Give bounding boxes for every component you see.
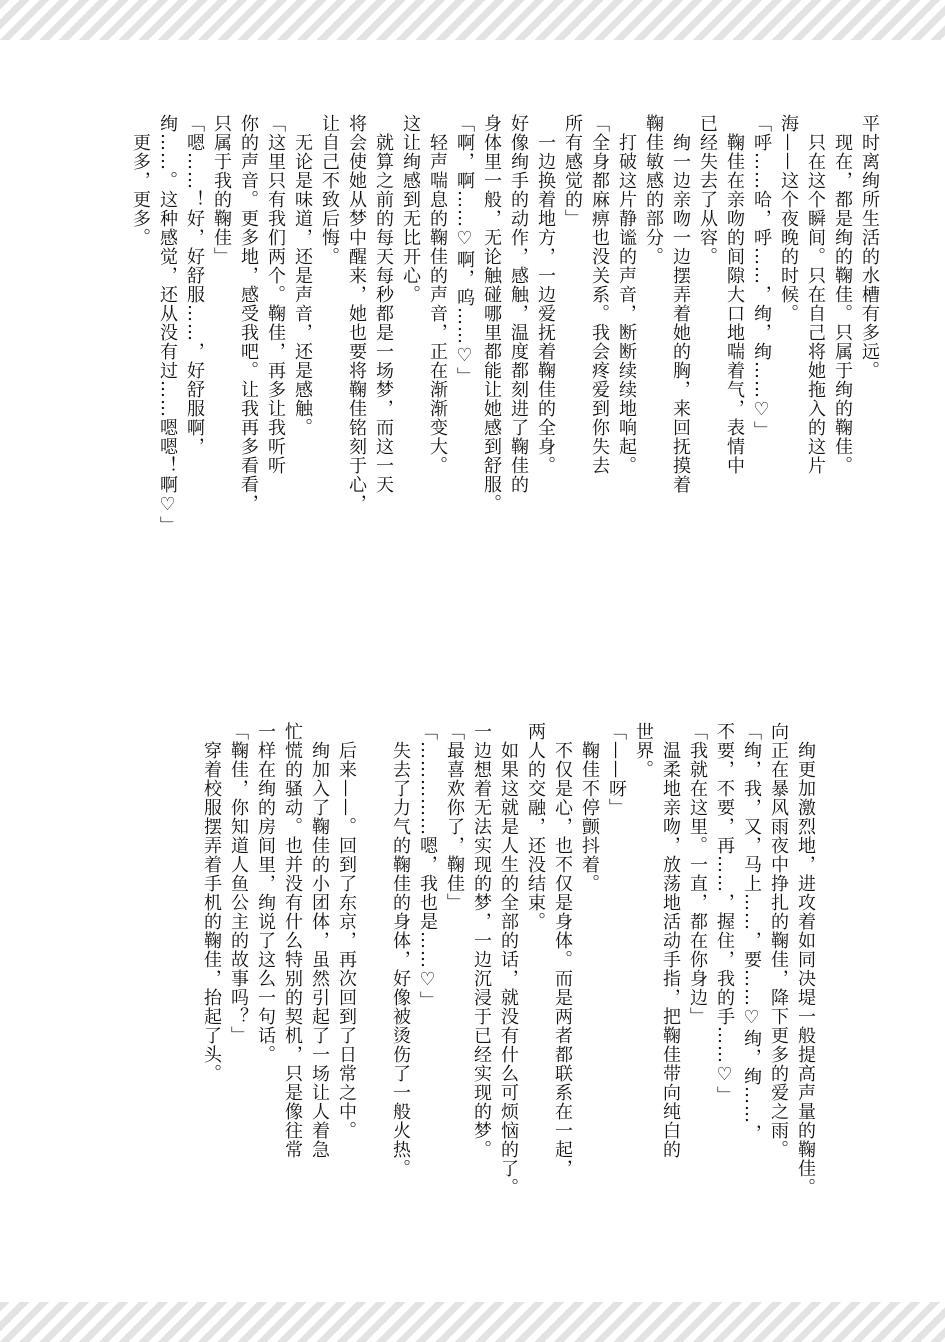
text-column: 一样在绚的房间里，绚说了这么一句话。 (255, 722, 276, 1064)
text-column: 「——呀」 (606, 722, 627, 817)
text-column: 鞠佳不停颤抖着。 (579, 722, 600, 893)
text-column: 世界。 (633, 722, 654, 779)
text-column: 一边想着无法实现的梦，一边沉浸于已经实现的梦。 (471, 722, 492, 1159)
text-column: 「鞠佳，你知道人鱼公主的故事吗？」 (228, 722, 249, 1045)
text-column: 绚一边亲吻一边摆弄着她的胸，来回抚摸着 (670, 114, 691, 494)
text-column: 海——这个夜晚的时候。 (778, 114, 799, 323)
text-column: 将会使她从梦中醒来，她也要将鞠佳铭刻于心， (346, 114, 367, 513)
text-column: 「全身都麻痹也没关系。我会疼爱到你失去 (589, 114, 610, 475)
text-column: 一边换着地方，一边爱抚着鞠佳的全身。 (535, 114, 556, 475)
text-block-bottom (129, 722, 819, 1222)
text-column: 只属于我的鞠佳」 (211, 114, 232, 266)
text-column: 就算之前的每天每秒都是一场梦，而这一天 (373, 114, 394, 494)
text-column: 让自己不致后悔。 (319, 114, 340, 266)
text-column: 忙慌的骚动。也并没有什么特别的契机，只是像往常 (282, 722, 303, 1159)
text-column: 向正在暴风雨夜中挣扎的鞠佳，降下更多的爱之雨。 (768, 722, 789, 1159)
text-column: 「啊，啊……♡啊，呜……♡」 (454, 114, 475, 386)
text-block-top (103, 114, 883, 624)
decorative-border-top (0, 0, 945, 40)
text-column: 好像绚手的动作，感触，温度都刻进了鞠佳的 (508, 114, 529, 494)
text-column: 只在这个瞬间。只在自己将她拖入的这片 (805, 114, 826, 475)
text-column: 这让绚感到无比开心。 (400, 114, 421, 304)
text-column: 「嗯……！好，好舒服……，好舒服啊， (184, 114, 205, 456)
text-column: 无论是味道，还是声音，还是感触。 (292, 114, 313, 437)
text-column: 身体里一般，无论触碰哪里都能让她感到舒服。 (481, 114, 502, 513)
text-column: 你的声音。更多地，感受我吧。让我再多看看， (238, 114, 259, 513)
text-column (360, 722, 387, 1222)
text-column: 所有感觉的」 (562, 114, 583, 228)
decorative-border-bottom (0, 1302, 945, 1342)
text-column: 如果这就是人生的全部的话，就没有什么可烦恼的了。 (498, 722, 519, 1197)
text-column: 鞠佳在亲吻的间隙大口地喘着气，表情中 (724, 114, 745, 475)
text-column: 绚更加激烈地，进攻着如同决堤一般提高声量的鞠佳。 (795, 722, 816, 1197)
text-column: 两人的交融，还没结束。 (525, 722, 546, 931)
text-column: 不仅是心，也不仅是身体。而是两者都联系在一起， (552, 722, 573, 1178)
text-column: 不要，不要，再……，握住，我的手……♡」 (714, 722, 735, 1105)
text-column: 「我就在这里。一直，都在你身边」 (687, 722, 708, 1026)
text-column: 现在，都是绚的鞠佳。只属于绚的鞠佳。 (832, 114, 853, 475)
text-column: 绚……。这种感觉，还从没有过……嗯嗯！啊♡」 (157, 114, 178, 535)
text-column: 绚加入了鞠佳的小团体，虽然引起了一场让人着急 (309, 722, 330, 1159)
text-column: 温柔地亲吻，放荡地活动手指，把鞠佳带向纯白的 (660, 722, 681, 1159)
text-column: 「这里只有我们两个。鞠佳，再多让我听听 (265, 114, 286, 475)
text-column: 轻声喘息的鞠佳的声音，正在渐渐变大。 (427, 114, 448, 475)
text-column: 更多，更多。 (130, 114, 151, 247)
text-column: 鞠佳敏感的部分。 (643, 114, 664, 266)
text-column: 「……………嗯，我也是……♡」 (417, 722, 438, 1010)
text-column: 「最喜欢你了，鞠佳」 (444, 722, 465, 912)
text-column: 「呼……哈，呼……，绚，绚……♡」 (751, 114, 772, 440)
text-column: 「绚，我，又，马上……，要……♡绚，绚……， (741, 722, 762, 1143)
text-column: 后来——。回到了东京，再次回到了日常之中。 (336, 722, 357, 1140)
text-column: 失去了力气的鞠佳的身体，好像被烫伤了一般火热。 (390, 722, 411, 1178)
text-column: 打破这片静谧的声音，断断续续地响起。 (616, 114, 637, 475)
text-column: 穿着校服摆弄着手机的鞠佳，抬起了头。 (201, 722, 222, 1083)
text-column: 平时离绚所生活的水槽有多远。 (859, 114, 880, 380)
text-column: 已经失去了从容。 (697, 114, 718, 266)
